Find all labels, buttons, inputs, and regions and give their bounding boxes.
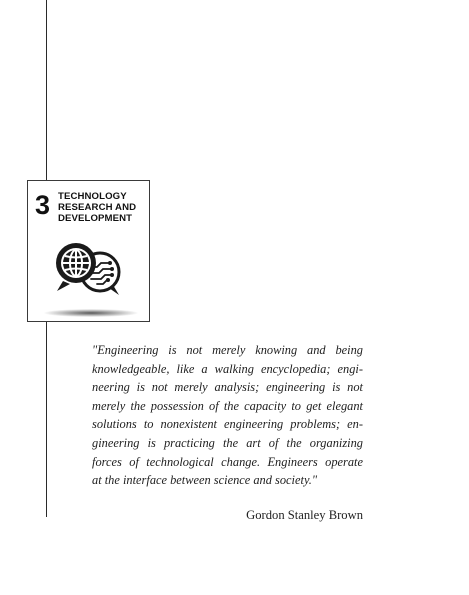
quote-line: at the interface between science and society." (92, 473, 318, 488)
quote-line: gineering is practicing the art of the organizing (92, 435, 363, 450)
quote-line: solutions to nonexistent engineering problems; en- (92, 417, 363, 432)
quote-line: forces of technological change. Engineers operate (92, 454, 363, 469)
badge-shadow (44, 309, 138, 317)
quote-author: Gordon Stanley Brown (246, 508, 363, 522)
chapter-number: 3 (35, 190, 51, 220)
chapter-title-line: TECHNOLOGY (58, 191, 127, 202)
quote-line: "Engineering is not merely knowing and being (92, 343, 363, 357)
chapter-title (58, 191, 148, 224)
quote-line: merely the possession of the capacity to get elegant (92, 398, 363, 413)
quote-line: knowledgeable, like a walking encyclopedia; engi- (92, 361, 363, 376)
chapter-title-line: DEVELOPMENT (58, 213, 133, 224)
epigraph-quote (92, 341, 363, 490)
globe-speech-circuit-icon (53, 239, 125, 299)
quote-line: neering is not merely analysis; engineering is not (92, 380, 363, 395)
chapter-badge (27, 180, 150, 322)
chapter-title-line: RESEARCH AND (58, 202, 137, 213)
